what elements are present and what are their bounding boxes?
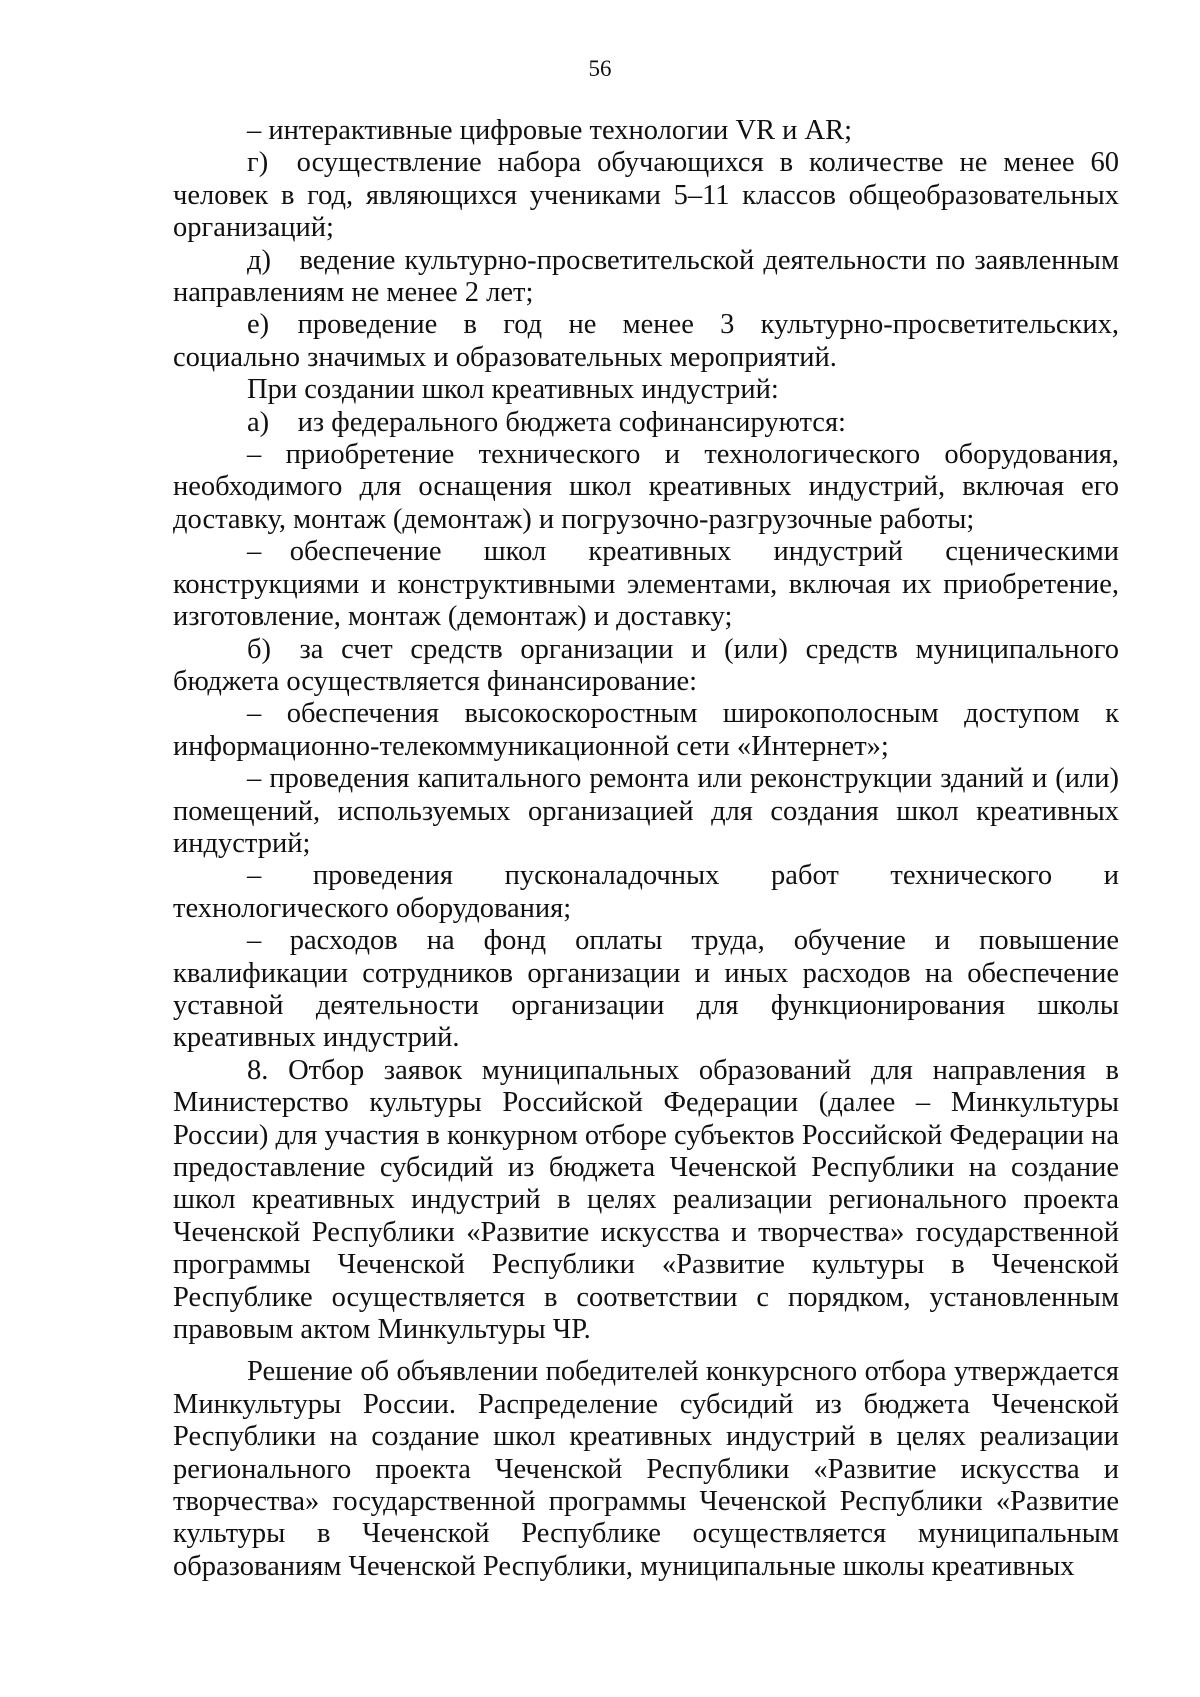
paragraph-item-b: б) за счет средств организации и (или) средств муниципального бюджета осуществляется финансирование: <box>173 633 1119 697</box>
document-body <box>173 115 1119 1583</box>
paragraph-winners-decision: Решение об объявлении победителей конкурсного отбора утверждается Минкультуры России. Распределение субсидий из бюджета Чеченской Республики на создание школ креативных индустрий в целях реализации регионального проекта Чеченской Республики «Развитие искусства и творчества» государственной программы Чеченской Республики «Развитие культуры в Чеченской Республике осуществляется муниципальным образованиям Чеченской Республики, муниципальные школы креативных <box>173 1356 1119 1582</box>
paragraph-schools-intro: При создании школ креативных индустрий: <box>247 374 779 406</box>
paragraph-capital-repair: – проведения капитального ремонта или реконструкции зданий и (или) помещений, используемых организацией для создания школ креативных индустрий; <box>173 763 1119 859</box>
page-number: 56 <box>588 56 612 81</box>
paragraph-stage-constructions: – обеспечение школ креативных индустрий сценическими конструкциями и конструктивными элементами, включая их приобретение, изготовление, монтаж (демонтаж) и доставку; <box>173 536 1119 633</box>
paragraph-payroll-expenses: – расходов на фонд оплаты труда, обучение и повышение квалификации сотрудников организации и иных расходов на обеспечение уставной деятельности организации для функционирования школы креативных индустрий. <box>173 925 1119 1054</box>
paragraph-item-d: д) ведение культурно-просветительской деятельности по заявленным направлениям не менее 2 лет; <box>173 244 1119 309</box>
paragraph-section-8: 8. Отбор заявок муниципальных образований для направления в Министерство культуры Российской Федерации (далее – Минкультуры России) для участия в конкурном отборе субъектов Российской Федерации на предоставление субсидий из бюджета Чеченской Республики на создание школ креативных индустрий в целях реализации регионального проекта Чеченской Республики «Развитие искусства и творчества» государственной программы Чеченской Республики «Развитие культуры в Чеченской Республике осуществляется в соответствии с порядком, установленным правовым актом Минкультуры ЧР. <box>173 1054 1119 1346</box>
paragraph-item-g: г) осуществление набора обучающихся в количестве не менее 60 человек в год, являющихся учениками 5–11 классов общеобразовательных организаций; <box>173 147 1119 244</box>
paragraph-commissioning: – проведения пусконаладочных работ технического и технологического оборудования; <box>173 860 1119 924</box>
paragraph-item-vr-ar: – интерактивные цифровые технологии VR и AR; <box>247 115 853 146</box>
paragraph-equipment: – приобретение технического и технологического оборудования, необходимого для оснащения школ креативных индустрий, включая его доставку, монтаж (демонтаж) и погрузочно-разгрузочные работы; <box>173 439 1119 535</box>
paragraph-item-e: е) проведение в год не менее 3 культурно-просветительских, социально значимых и образовательных мероприятий. <box>173 309 1119 373</box>
paragraph-internet-access: – обеспечения высокоскоростным широкополосным доступом к информационно-телекоммуникационной сети «Интернет»; <box>173 698 1119 762</box>
paragraph-item-a: а) из федерального бюджета софинансируются: <box>247 406 846 438</box>
